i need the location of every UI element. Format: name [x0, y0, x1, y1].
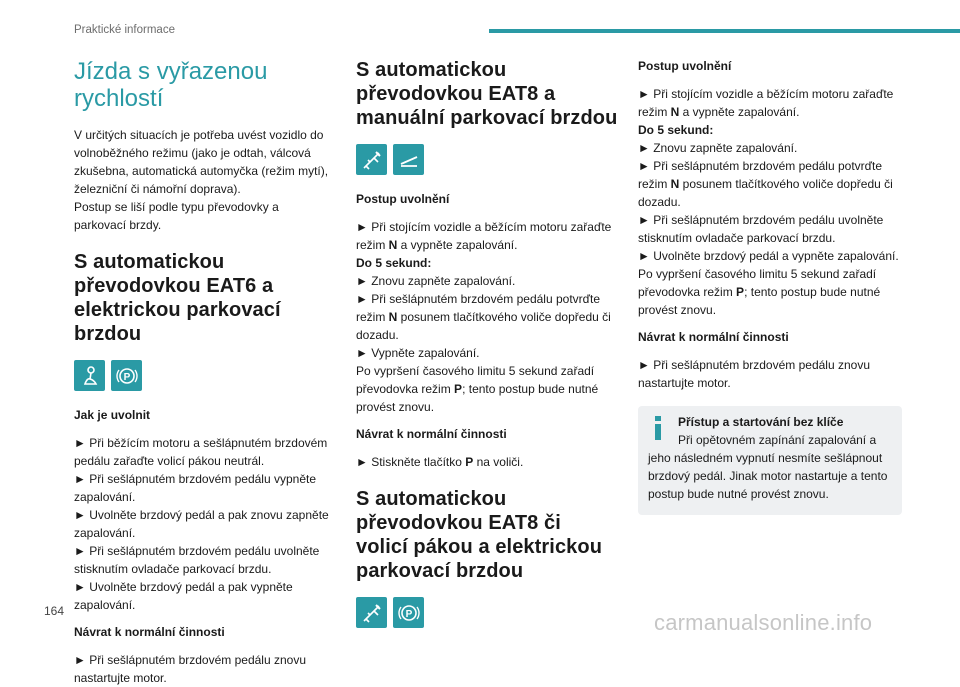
column-1 — [74, 58, 332, 687]
step: ► Znovu zapněte zapalování. — [638, 141, 798, 155]
step: ► Při sešlápnutém brzdovém pedálu uvolněte stisknutím ovladače parkovací brzdu. — [74, 544, 320, 576]
page-title: Jízda s vyřazenou rychlostí — [74, 58, 268, 112]
column-2 — [356, 58, 618, 644]
subheading-return: Návrat k normální činnosti — [74, 625, 225, 639]
subheading-release: Postup uvolnění — [356, 192, 450, 206]
timing-label: Do 5 sekund: — [638, 123, 714, 137]
note-paragraph: Po vypršení časového limitu 5 sekund zařadí převodovka režim P; tento postup bude nutné provést znovu. — [638, 267, 881, 317]
intro-paragraph: V určitých situacích je potřeba uvést vozidlo do volnoběžného režimu (jako je odtah, válcová zkušebna, automatická automyčka (režim mytí), železniční či námořní doprava). — [74, 128, 329, 196]
step: ► Znovu zapněte zapalování. — [356, 274, 516, 288]
step: ► Při sešlápnutém brzdovém pedálu potvrďte režim N posunem tlačítkového voliče dopředu či dozadu. — [638, 159, 893, 209]
note-paragraph: Po vypršení časového limitu 5 sekund zařadí převodovka režim P; tento postup bude nutné provést znovu. — [356, 364, 599, 414]
gear-selector-icon — [356, 144, 387, 175]
subheading-return: Návrat k normální činnosti — [356, 427, 507, 441]
step: ► Stiskněte tlačítko P na voliči. — [356, 455, 524, 469]
section-title-eat6: S automatickou převodovkou EAT6 a elektrickou parkovací brzdou — [74, 251, 281, 345]
step: ► Při běžícím motoru a sešlápnutém brzdovém pedálu zařaďte volicí pákou neutrál. — [74, 436, 328, 468]
parking-brake-icon — [111, 360, 142, 391]
icon-row — [74, 360, 332, 391]
icon-row — [356, 597, 618, 628]
info-icon — [652, 416, 664, 445]
timing-label: Do 5 sekund: — [356, 256, 432, 270]
note-title: Přístup a startování bez klíče — [678, 415, 844, 429]
gear-selector-icon — [356, 597, 387, 628]
step: ► Při sešlápnutém brzdovém pedálu potvrďte režim N posunem tlačítkového voliče dopředu či dozadu. — [356, 292, 611, 342]
step: ► Vypněte zapalování. — [356, 346, 480, 360]
step: ► Uvolněte brzdový pedál a pak znovu zapněte zapalování. — [74, 508, 329, 540]
subheading-return: Návrat k normální činnosti — [638, 330, 789, 344]
page-number: 164 — [44, 604, 65, 618]
column-3 — [638, 58, 902, 515]
step: ► Při sešlápnutém brzdovém pedálu znovu nastartujte motor. — [638, 358, 870, 390]
step: ► Uvolněte brzdový pedál a pak vypněte zapalování. — [74, 580, 293, 612]
intro-paragraph-2: Postup se liší podle typu převodovky a parkovací brzdy. — [74, 200, 279, 232]
step: ► Při sešlápnutém brzdovém pedálu uvolněte stisknutím ovladače parkovací brzdu. — [638, 213, 884, 245]
handbrake-icon — [393, 144, 424, 175]
header-accent-bar — [489, 29, 960, 33]
subheading-release: Jak je uvolnit — [74, 408, 151, 422]
section-title-eat8-manual: S automatickou převodovkou EAT8 a manuální parkovací brzdou — [356, 59, 618, 129]
svg-text:P: P — [123, 371, 130, 383]
step: ► Při stojícím vozidle a běžícím motoru zařaďte režim N a vypněte zapalování. — [638, 87, 894, 119]
step: ► Uvolněte brzdový pedál a vypněte zapalování. — [638, 249, 899, 263]
step: ► Při stojícím vozidle a běžícím motoru zařaďte režim N a vypněte zapalování. — [356, 220, 612, 252]
svg-text:P: P — [405, 608, 412, 620]
running-header: Praktické informace — [74, 24, 175, 36]
info-note-box — [638, 406, 902, 515]
step: ► Při sešlápnutém brzdovém pedálu vypněte zapalování. — [74, 472, 317, 504]
note-text: Při opětovném zapínání zapalování a jeho následném vypnutí nesmíte sešlápnout brzdový pedál. Jinak motor nastartuje a tento postup bude nutné provést znovu. — [648, 433, 888, 501]
parking-brake-icon — [393, 597, 424, 628]
subheading-release: Postup uvolnění — [638, 59, 732, 73]
watermark: carmanualsonline.info — [654, 610, 873, 635]
gear-lever-icon — [74, 360, 105, 391]
step: ► Při sešlápnutém brzdovém pedálu znovu nastartujte motor. — [74, 653, 306, 685]
section-title-eat8-electric: S automatickou převodovkou EAT8 či volicí pákou a elektrickou parkovací brzdou — [356, 488, 603, 582]
icon-row — [356, 144, 618, 175]
